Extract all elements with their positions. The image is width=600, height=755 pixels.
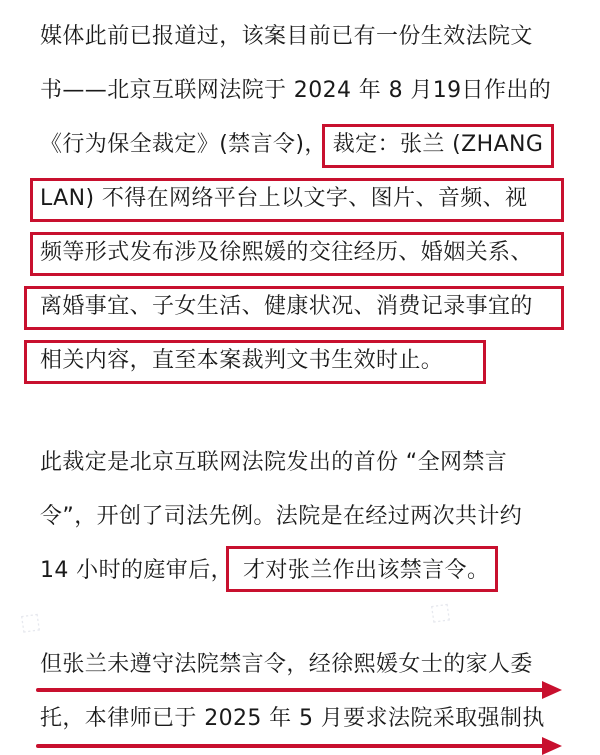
highlighted-text: 裁定：张兰 (ZHANG (332, 132, 544, 157)
text-segment: 《行为保全裁定》(禁言令)， (40, 132, 327, 157)
text-line (40, 130, 543, 160)
highlighted-text-line: 频等形式发布涉及徐熙媛的交往经历、婚姻关系、 (40, 240, 533, 265)
highlighted-text-line: 相关内容，直至本案裁判文书生效时止。 (40, 348, 444, 373)
underline-arrow-line (36, 744, 546, 748)
arrow-head-icon (542, 737, 562, 755)
highlighted-text-line: LAN) 不得在网络平台上以文字、图片、音频、视 (40, 186, 528, 211)
text-line (40, 556, 489, 586)
text-line: 书——北京互联网法院于 2024 年 8 月19日作出的 (40, 78, 552, 103)
watermark: ⬚ (18, 608, 43, 637)
highlighted-text-line: 离婚事宜、子女生活、健康状况、消费记录事宜的 (40, 294, 533, 319)
underline-arrow-line (36, 688, 546, 692)
text-line: 此裁定是北京互联网法院发出的首份 “全网禁言 (40, 450, 508, 475)
watermark: ⬚ (428, 598, 453, 627)
text-line: 托，本律师已于 2025 年 5 月要求法院采取强制执 (40, 706, 545, 731)
text-line: 媒体此前已报道过，该案目前已有一份生效法院文 (40, 24, 533, 49)
text-line: 但张兰未遵守法院禁言令，经徐熙媛女士的家人委 (40, 652, 533, 677)
highlighted-text: 才对张兰作出该禁言令。 (243, 558, 490, 583)
arrow-head-icon (542, 681, 562, 699)
text-line: 令”，开创了司法先例。法院是在经过两次共计约 (40, 504, 523, 529)
text-segment: 14 小时的庭审后， (40, 558, 233, 583)
